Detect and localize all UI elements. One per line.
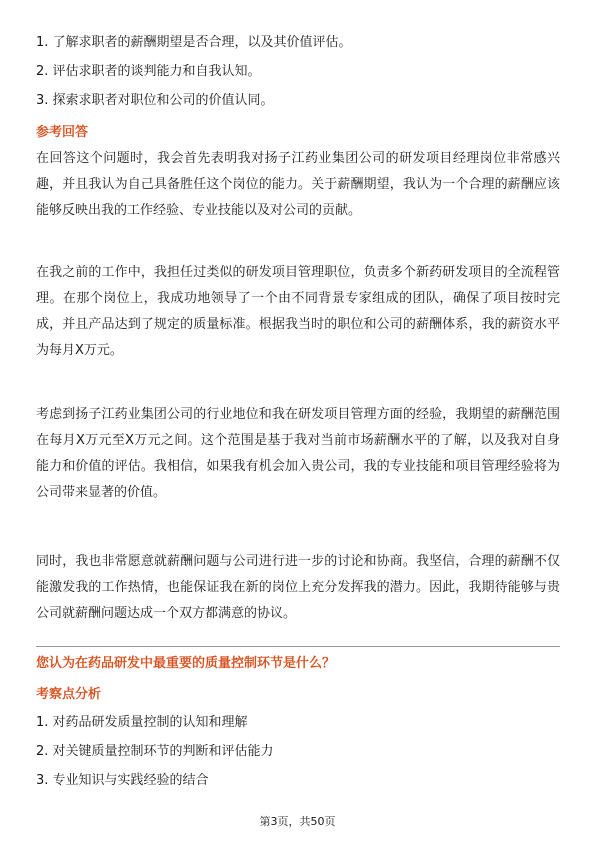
list-item: 3. 探索求职者对职位和公司的价值认同。 [36, 93, 274, 108]
section-divider [36, 646, 560, 647]
list-item: 2. 对关键质量控制环节的判断和评估能力 [36, 744, 274, 759]
section-heading-analysis: 考察点分析 [36, 687, 102, 702]
answer-paragraph: 在我之前的工作中，我担任过类似的研发项目管理职位，负责多个新药研发项目的全流程管理。在那个岗位上，我成功地领导了一个由不同背景专家组成的团队，确保了项目按时完成，并且产品达到了规定的质量标准。根据我当时的职位和公司的薪酬体系，我的薪资水平为每月X万元。 [36, 265, 560, 358]
section-heading-reference-answer: 参考回答 [36, 125, 89, 140]
list-item: 1. 了解求职者的薪酬期望是否合理，以及其价值评估。 [36, 35, 352, 50]
list-item: 3. 专业知识与实践经验的结合 [36, 773, 209, 788]
list-item: 2. 评估求职者的谈判能力和自我认知。 [36, 64, 261, 79]
page-number: 第3页，共50页 [259, 815, 336, 828]
list-item: 1. 对药品研发质量控制的认知和理解 [36, 715, 248, 730]
answer-paragraph: 同时，我也非常愿意就薪酬问题与公司进行进一步的讨论和协商。我坚信，合理的薪酬不仅能激发我的工作热情，也能保证我在新的岗位上充分发挥我的潜力。因此，我期待能够与贵公司就薪酬问题达成一个双方都满意的协议。 [36, 554, 560, 621]
answer-paragraph: 在回答这个问题时，我会首先表明我对扬子江药业集团公司的研发项目经理岗位非常感兴趣，并且我认为自己具备胜任这个岗位的能力。关于薪酬期望，我认为一个合理的薪酬应该能够反映出我的工作经验、专业技能以及对公司的贡献。 [36, 151, 560, 218]
answer-paragraph: 考虑到扬子江药业集团公司的行业地位和我在研发项目管理方面的经验，我期望的薪酬范围在每月X万元至X万元之间。这个范围是基于我对当前市场薪酬水平的了解，以及我对自身能力和价值的评估。我相信，如果我有机会加入贵公司，我的专业技能和项目管理经验将为公司带来显著的价值。 [36, 407, 560, 500]
question-title: 您认为在药品研发中最重要的质量控制环节是什么？ [36, 656, 336, 671]
